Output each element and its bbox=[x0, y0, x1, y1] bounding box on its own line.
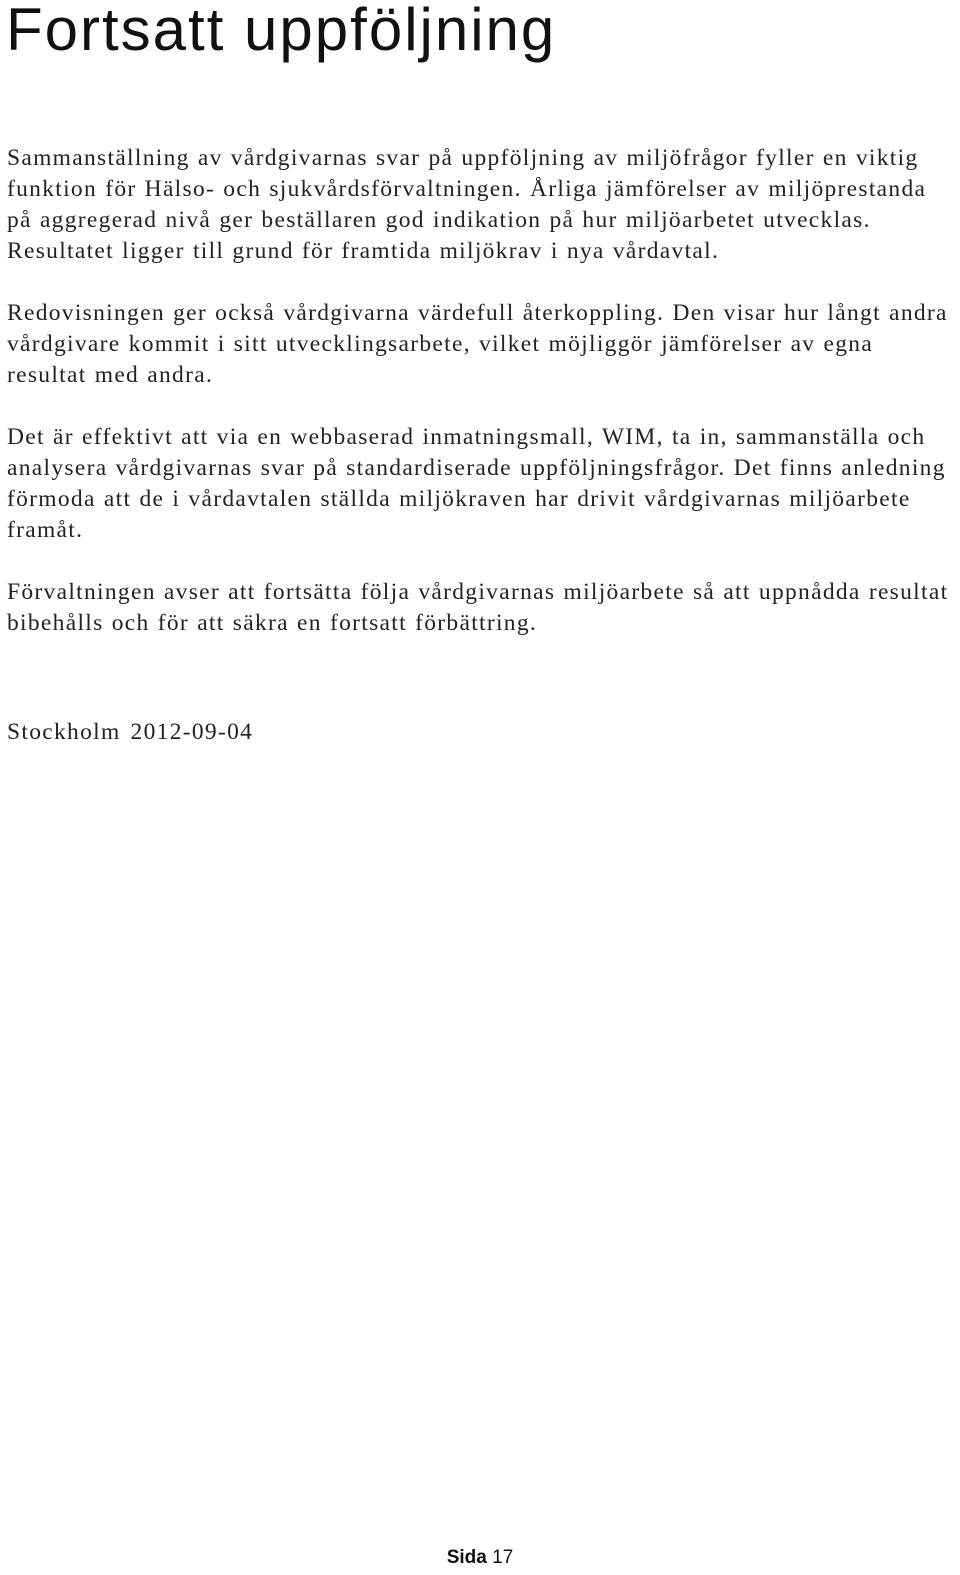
signature-place: Stockholm bbox=[7, 719, 121, 745]
page-footer bbox=[0, 1546, 960, 1570]
paragraph-continuation: Förvaltningen avser att fortsätta följa vårdgivarnas miljöarbete så att uppnådda resultat bibehålls och för att säkra en fortsatt förbättring. bbox=[7, 579, 949, 636]
signature-date: 2012-09-04 bbox=[130, 719, 254, 745]
paragraph-feedback: Redovisningen ger också vårdgivarna värdefull återkoppling. Den visar hur långt andra vårdgivare kommit i sitt utvecklingsarbete, vilket möjliggör jämförelser av egna resultat med andra. bbox=[7, 300, 948, 388]
page-label: Sida bbox=[446, 1547, 487, 1568]
page-title: Fortsatt uppföljning bbox=[6, 0, 557, 63]
body-text bbox=[7, 143, 957, 670]
page-number: 17 bbox=[492, 1547, 514, 1568]
paragraph-summary: Sammanställning av vårdgivarnas svar på uppföljning av miljöfrågor fyller en viktig funktion för Hälso- och sjukvårdsförvaltningen. Årliga jämförelser av miljöprestanda på aggregerad nivå ger beställaren god indikation på hur miljöarbetet utvecklas. Resultatet ligger till grund för framtida miljökrav i nya vårdavtal. bbox=[7, 145, 927, 264]
signature-line bbox=[7, 717, 253, 748]
paragraph-wim: Det är effektivt att via en webbaserad inmatningsmall, WIM, ta in, sammanställa och analysera vårdgivarnas svar på standardiserade uppföljningsfrågor. Det finns anledning förmoda att de i vårdavtalen ställda miljökraven har drivit vårdgivarnas miljöarbete framåt. bbox=[7, 424, 946, 543]
